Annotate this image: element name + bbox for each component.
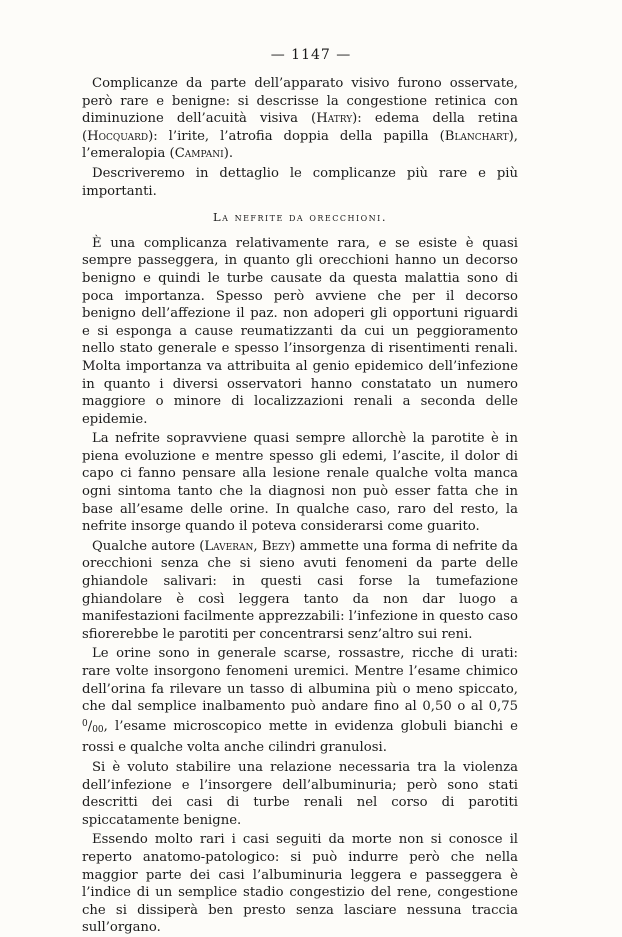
per-mille-denominator: 00 <box>92 724 104 735</box>
paragraph-nephritis-onset: La nefrite sopravviene quasi sempre allorchè la parotite è in piena evoluzione e mentre spesso gli edemi, l’ascite, il dolor di capo ci fanno pensare alla lesione renale qualche volta manca ogni sintoma tanto che la diagnosi non può esser fatta che in base all’esame delle orine. In qualche caso, raro del resto, la nefrite insorge quando il poteva considerarsi come guarito. <box>82 431 518 535</box>
author-hocquard: Hocquard <box>87 128 149 144</box>
section-heading: La nefrite da orecchioni. <box>213 210 387 225</box>
paragraph-pathology: Essendo molto rari i casi seguiti da morte non si conosce il reperto anatomo-patologico: si può indurre però che nella maggior parte dei casi l’albuminuria leggera e passeggera è l’indice di un semplice stadio congestizio del rene, congestione che si dissiperà ben presto senza lasciare nessuna traccia sull’organo. <box>82 832 518 936</box>
page-number: — 1147 — <box>270 47 352 63</box>
author-blanchart: Blanchart <box>444 128 509 144</box>
paragraph-visual-complications: Complicanze da parte dell’apparato visivo furono osservate, però rare e benigne: si descrisse la congestione retinica con diminuzione dell’acuità visiva (Hatry): edema della retina (Hocquard): l’irite, l’atrofia doppia della papilla (Blanchart), l’emeralopia (Campani). <box>82 76 519 162</box>
author-laveran: Laveran <box>204 538 254 554</box>
page-body <box>82 75 518 937</box>
paragraph-intro-detail: Descriveremo in dettaglio le complicanze più rare e più importanti. <box>82 165 518 199</box>
paragraph-albuminuria-relation: Si è voluto stabilire una relazione necessaria tra la violenza dell’infezione e l’insorgere dell’albuminuria; però sono stati descritti dei casi di turbe renali nel corso di parotiti spiccatamente benigne. <box>82 759 518 828</box>
author-hatry: Hatry <box>316 111 353 127</box>
author-bezy: Bezy <box>261 538 291 554</box>
paragraph-nephritis-without-parotitis: Qualche autore (Laveran, Bezy) ammette una forma di nefrite da orecchioni senza che si sieno avuti fenomeni da parte delle ghiandole salivari: in questi casi forse la tumefazione ghiandolare è così leggera tanto da non dar luogo a manifestazioni facilmente apprezzabili: l’infezione in questo caso sfiorerebbe le parotiti per concentrarsi senz’altro sui reni. <box>82 538 518 642</box>
author-campani: Campani <box>174 146 224 162</box>
per-mille-numerator: 0 <box>82 718 88 729</box>
paragraph-urine-findings: Le orine sono in generale scarse, rossastre, ricche di urati: rare volte insorgono fenomeni uremici. Mentre l’esame chimico dell’orina fa rilevare un tasso di albumina più o meno spiccato, che dal semplice inalbamento può andare fino al 0,50 o al 0,75 $^0/_{00}$, l’esame microscopico mette in evidenza globuli bianchi e rossi e qualche volta anche cilindri granulosi. <box>82 646 518 756</box>
paragraph-nephritis-rarity: È una complicanza relativamente rara, e se esiste è quasi sempre passeggera, in quanto gli orecchioni hanno un decorso benigno e quindi le turbe causate da questa malattia sono di poca importanza. Spesso però avviene che per il decorso benigno dell’affezione il paz. non adoperi gli opportuni riguardi e si esponga a cause reumatizzanti da cui un peggioramento nello stato generale e spesso l’insorgenza di risentimenti renali. Molta importanza va attribuita al genio epidemico dell’infezione in quanto i diversi osservatori hanno constatato un numero maggiore o minore di localizzazioni renali a seconda delle epidemie. <box>82 235 518 427</box>
